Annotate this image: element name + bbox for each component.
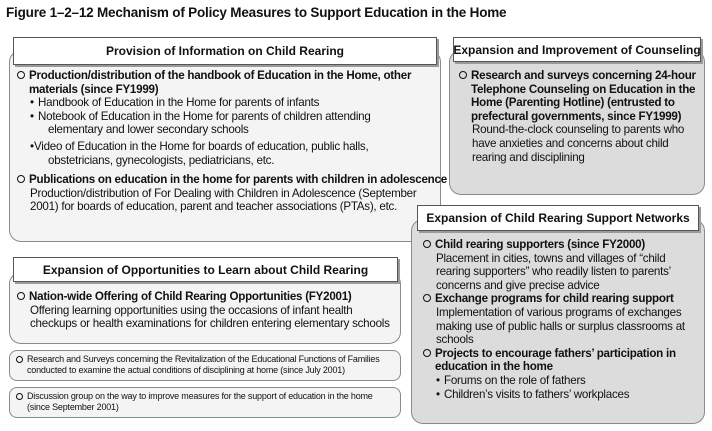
networks-item-supporters (423, 238, 702, 252)
bullet-item (30, 140, 437, 167)
item-description: Placement in cities, towns and villages of “child rearing supporters” who readily listen to parents’ concerns and give precise advice (436, 251, 671, 292)
circle-bullet-icon (16, 393, 23, 400)
opportunities-header: Expansion of Opportunities to Learn about Child Rearing (13, 257, 398, 282)
circle-bullet-icon (423, 349, 431, 357)
item-description: Production/distribution of For Dealing with Children in Adolescence (September 2001) for boards of education, parent and teacher associations (PTAs), etc. (30, 186, 417, 214)
opportunities-item (17, 290, 395, 304)
item-heading: Production/distribution of the handbook of Education in the Home, other materials (since FY1999) (29, 69, 412, 96)
networks-content (423, 238, 702, 401)
bullet-line: obstetricians, gynecologists, pediatricians, etc. (48, 153, 275, 167)
provision-item-handbook (17, 69, 437, 96)
bullet-line: Video of Education in the Home for boards of education, public halls, (34, 139, 369, 153)
dot-bullet-icon: • (436, 387, 440, 401)
networks-item-fathers (423, 347, 702, 374)
bullet-item (436, 388, 702, 402)
bullet-text (34, 140, 368, 167)
bullet-item (30, 96, 437, 110)
provision-content (17, 69, 447, 214)
item-heading: Nation-wide Offering of Child Rearing Opportunities (FY2001) (29, 290, 352, 303)
bullet-line: elementary and lower secondary schools (48, 123, 249, 137)
counseling-item-hotline (459, 69, 701, 123)
circle-bullet-icon (423, 240, 431, 248)
discussion-text: Discussion group on the way to improve measures for the support of education in the home (since September 2001) (27, 391, 373, 412)
item-heading: Research and surveys concerning 24-hour Telephone Counseling on Education in the Home (Parenting Hotline) (entrusted to prefectural governments, since FY1999) (471, 69, 696, 123)
item-heading: Projects to encourage fathers’ participation in education in the home (435, 346, 676, 374)
dot-bullet-icon: • (30, 96, 34, 110)
discussion-item (16, 391, 394, 413)
bullet-text: Children’s visits to fathers’ workplaces (444, 387, 630, 401)
dot-bullet-icon: • (30, 139, 34, 153)
circle-bullet-icon (17, 175, 25, 183)
bullet-text: Handbook of Education in the Home for parents of infants (38, 96, 320, 110)
provision-header: Provision of Information on Child Rearing (13, 37, 437, 65)
circle-bullet-icon (17, 71, 25, 79)
networks-header: Expansion of Child Rearing Support Networks (417, 205, 699, 231)
dot-bullet-icon: • (30, 109, 34, 123)
networks-item-exchange (423, 292, 702, 306)
discussion-box (9, 387, 401, 418)
bullet-text (38, 110, 371, 137)
dot-bullet-icon: • (436, 373, 440, 387)
research-box (9, 350, 401, 381)
counseling-content (459, 69, 701, 164)
item-description: Implementation of various programs of exchanges making use of public halls or surplus classrooms at schools (436, 305, 685, 347)
circle-bullet-icon (423, 294, 431, 302)
item-heading: Child rearing supporters (since FY2000) (435, 238, 645, 251)
circle-bullet-icon (16, 356, 23, 363)
opportunities-content (17, 290, 395, 331)
bullet-text: Forums on the role of fathers (444, 373, 586, 387)
provision-item-adolescence (17, 173, 447, 187)
circle-bullet-icon (17, 292, 25, 300)
item-description: Offering learning opportunities using the occasions of infant health checkups or health examinations for children entering elementary schools (30, 303, 390, 331)
research-item (16, 354, 394, 376)
counseling-header: Expansion and Improvement of Counseling (453, 37, 701, 62)
item-heading: Publications on education in the home for parents with children in adolescence (29, 173, 447, 187)
circle-bullet-icon (459, 71, 467, 79)
item-description: Round-the-clock counseling to parents who have anxieties and concerns about child rearing and disciplining (472, 123, 685, 164)
research-text: Research and Surveys concerning the Revitalization of the Educational Functions of Families conducted to examine the actual conditions of disciplining at home (since July 2001) (27, 354, 380, 375)
bullet-line: Notebook of Education in the Home for parents of children attending (38, 109, 371, 123)
figure-title: Figure 1–2–12 Mechanism of Policy Measures to Support Education in the Home (6, 5, 507, 20)
bullet-item (30, 110, 437, 137)
item-heading: Exchange programs for child rearing support (435, 292, 674, 306)
bullet-item (436, 374, 702, 388)
